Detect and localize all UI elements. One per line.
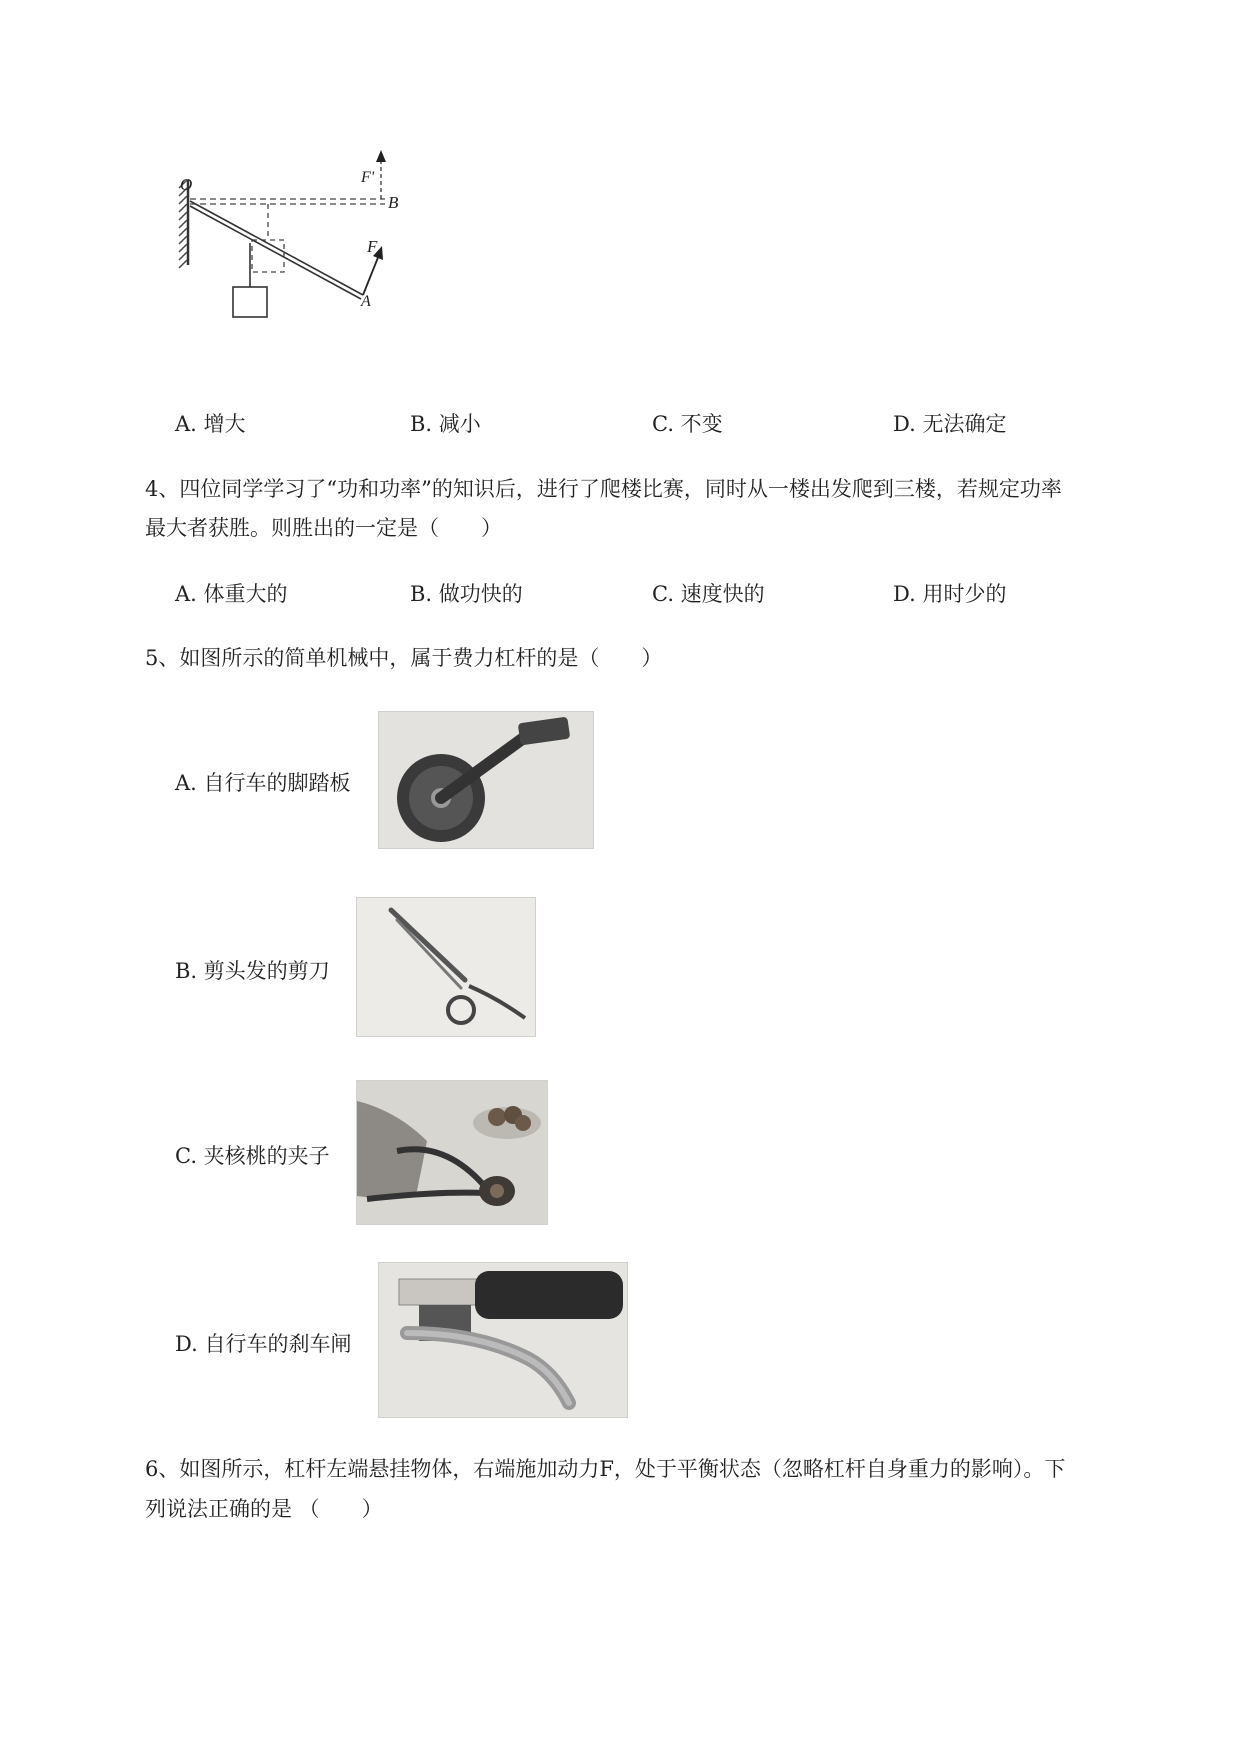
q3-option-d: D. 无法确定	[893, 412, 1007, 436]
hair-scissors-photo	[356, 897, 536, 1037]
label-f-prime: F'	[361, 169, 375, 186]
walnut-clamp-photo	[356, 1080, 548, 1225]
label-b: B	[388, 193, 399, 212]
q4-option-b: B. 做功快的	[410, 582, 523, 606]
label-a: A	[361, 293, 371, 310]
q5-option-b: B. 剪头发的剪刀	[175, 959, 330, 983]
q3-option-c: C. 不变	[652, 412, 723, 436]
q6-stem-line1: 6、如图所示，杠杆左端悬挂物体，右端施加动力F，处于平衡状态（忽略杠杆自身重力的影响）。下	[145, 1457, 1066, 1481]
q3-option-a: A. 增大	[175, 412, 246, 436]
bicycle-pedal-photo	[378, 711, 594, 849]
q4-option-c: C. 速度快的	[652, 582, 765, 606]
q5-option-c: C. 夹核桃的夹子	[175, 1144, 330, 1168]
q4-stem-line2: 最大者获胜。则胜出的一定是（ ）	[145, 516, 502, 540]
q4-option-d: D. 用时少的	[893, 582, 1007, 606]
lever-diagram	[175, 150, 455, 360]
q4-stem-line1: 4、四位同学学习了“功和功率”的知识后，进行了爬楼比赛，同时从一楼出发爬到三楼，若规定功率	[145, 477, 1062, 501]
bicycle-brake-photo	[378, 1262, 628, 1418]
q5-stem: 5、如图所示的简单机械中，属于费力杠杆的是（ ）	[145, 646, 663, 670]
q3-option-b: B. 减小	[410, 412, 481, 436]
label-f: F	[367, 237, 378, 256]
q6-stem-line2: 列说法正确的是 （ ）	[145, 1497, 383, 1521]
q4-option-a: A. 体重大的	[175, 582, 288, 606]
label-o: O	[180, 175, 193, 194]
q5-option-a: A. 自行车的脚踏板	[175, 771, 351, 795]
q5-option-d: D. 自行车的刹车闸	[175, 1332, 352, 1356]
